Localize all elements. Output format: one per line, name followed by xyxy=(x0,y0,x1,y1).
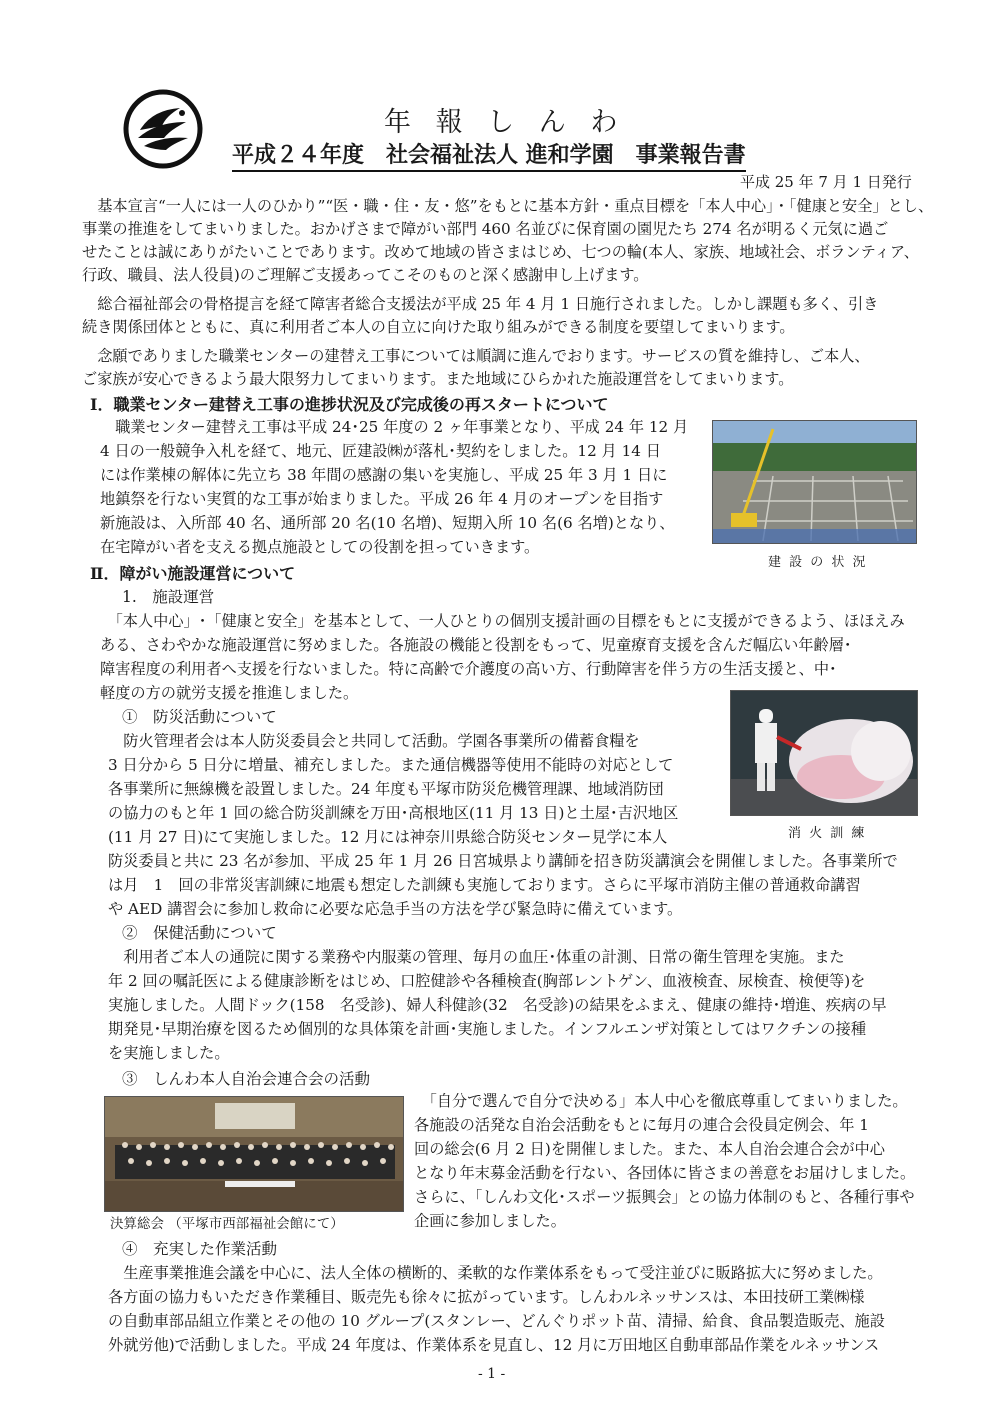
intro-line: 行政、職員、法人役員)のご理解ご支援あってこそのものと深く感謝申し上げます。 xyxy=(82,266,649,284)
intro-line: 続き関係団体とともに、真に利用者ご本人の自立に向けた取り組みができる制度を要望してまいります。 xyxy=(82,318,795,336)
item3-line: となり年末募金活動を行ない、各団体に皆さまの善意をお届けしました。 xyxy=(414,1164,916,1182)
item1-line: 3 日分から 5 日分に増量、補充しました。また通信機器等使用不能時の対応として xyxy=(108,756,674,774)
item4-line: 各方面の協力もいただき作業種目、販売先も徐々に拡がっています。しんわルネッサンスは、本田技研工業㈱様 xyxy=(108,1288,865,1306)
item1-line: 防災委員と共に 23 名が参加、平成 25 年 1 月 26 日宮城県より講師を招き防災講演会を開催しました。各事業所で xyxy=(108,852,898,870)
intro-line: せたことは誠にありがたいことであります。改めて地域の皆さまはじめ、七つの輪(本人、家族、地域社会、ボランティア、 xyxy=(82,243,919,261)
item3-line: さらに、「しんわ文化･スポーツ振興会」との協力体制のもと、各種行事や xyxy=(414,1188,915,1206)
item2-line: 実施しました。人間ドック(158 名受診)、婦人科健診(32 名受診)の結果をふまえ、健康の維持･増進、疾病の早 xyxy=(108,996,887,1014)
item1-line: は月 1 回の非常災害訓練に地震も想定した訓練も実施しております。さらに平塚市消防主催の普通救命講習 xyxy=(108,876,861,894)
construction-photo xyxy=(712,420,917,544)
item3-line: 企画に参加しました。 xyxy=(414,1212,566,1230)
item-title: ② 保健活動について xyxy=(122,924,277,942)
item2-line: 年 2 回の嘱託医による健康診断をはじめ、口腔健診や各種検査(胸部レントゲン、血液検査、尿検査、検便等)を xyxy=(108,972,866,990)
section2-line: ある、さわやかな施設運営に努めました。各施設の機能と役割をもって、児童療育支援を含んだ幅広い年齢層･ xyxy=(100,636,852,654)
subsection-title: 1. 施設運営 xyxy=(122,588,215,606)
page-title: 年 報 し ん わ xyxy=(384,107,626,138)
item-title: ③ しんわ本人自治会連合会の活動 xyxy=(122,1070,371,1088)
item1-line: の協力のもと年 1 回の総合防災訓練を万田･高根地区(11 月 13 日)と土屋･吉沢地区 xyxy=(108,804,679,822)
item1-line: 各事業所に無線機を設置しました。24 年度も平塚市防災危機管理課、地域消防団 xyxy=(108,780,664,798)
item4-line: 生産事業推進会議を中心に、法人全体の横断的、柔軟的な作業体系をもって受注並びに販路拡大に努めました。 xyxy=(108,1264,883,1282)
section2-line: 「本人中心」･「健康と安全」を基本として、一人ひとりの個別支援計画の目標をもとに支援ができるよう、ほほえみ xyxy=(100,612,905,630)
photo-caption: 建 設 の 状 況 xyxy=(768,555,868,570)
section2-line: 障害程度の利用者へ支援を行ないました。特に高齢で介護度の高い方、行動障害を伴う方の生活支援と、中･ xyxy=(100,660,837,678)
issue-date: 平成 25 年 7 月 1 日発行 xyxy=(740,173,912,191)
intro-line: 念願でありました職業センターの建替え工事については順調に進んでおります。サービスの質を維持し、ご本人、 xyxy=(82,347,870,365)
item4-line: の自動車部品組立作業とその他の 10 グループ(スタンレー、どんぐりポット苗、清掃、給食、食品製造販売、施設 xyxy=(108,1312,885,1330)
intro-line: 基本宣言“一人には一人のひかり”“医・職・住・友・悠”をもとに基本方針・重点目標を「本人中心」・「健康と安全」とし、 xyxy=(82,197,934,215)
item3-line: 「自分で選んで自分で決める」本人中心を徹底尊重してまいりました。 xyxy=(414,1092,908,1110)
section2-line: 軽度の方の就労支援を推進しました。 xyxy=(100,684,359,702)
logo xyxy=(122,88,204,170)
general-meeting-photo xyxy=(104,1096,404,1212)
photo-caption: 消 火 訓 練 xyxy=(788,826,867,841)
item-title: ④ 充実した作業活動 xyxy=(122,1240,278,1258)
item1-line: 防火管理者会は本人防災委員会と共同して活動。学園各事業所の備蓄食糧を xyxy=(108,732,640,750)
section1-line: 職業センター建替え工事は平成 24･25 年度の 2 ヶ年事業となり、平成 24 年 12 月 xyxy=(100,418,689,436)
item1-line: (11 月 27 日)にて実施しました。12 月には神奈川県総合防災センター見学に本人 xyxy=(108,828,668,846)
item3-line: 各施設の活発な自治会活動をもとに毎月の連合会役員定例会、年 1 xyxy=(414,1116,869,1134)
item4-line: 外就労他)で活動しました。平成 24 年度は、作業体系を見直し、12 月に万田地区自動車部品作業をルネッサンス xyxy=(108,1336,880,1354)
section1-line: 在宅障がい者を支える拠点施設としての役割を担っていきます。 xyxy=(100,538,540,556)
item3-line: 回の総会(6 月 2 日)を開催しました。また、本人自治会連合会が中心 xyxy=(414,1140,885,1158)
section1-line: には作業棟の解体に先立ち 38 年間の感謝の集いを実施し、平成 25 年 3 月 1 日に xyxy=(100,466,668,484)
section1-line: 4 日の一般競争入札を経て、地元、匠建設㈱が落札･契約をしました。12 月 14 日 xyxy=(100,442,661,460)
section-heading: Ⅱ．障がい施設運営について xyxy=(90,564,296,583)
item2-line: 期発見･早期治療を図るため個別的な具体策を計画･実施しました。インフルエンザ対策としてはワクチンの接種 xyxy=(108,1020,867,1038)
section1-line: 地鎮祭を行ない実質的な工事が始まりました。平成 26 年 4 月のオープンを目指す xyxy=(100,490,664,508)
intro-line: ご家族が安心できるよう最大限努力してまいります。また地域にひらかれた施設運営をしてまいります。 xyxy=(82,370,794,388)
bird-emblem-icon xyxy=(122,88,204,170)
item2-line: 利用者ご本人の通院に関する業務や内服薬の管理、毎月の血圧･体重の計測、日常の衛生管理を実施。また xyxy=(108,948,845,966)
section1-line: 新施設は、入所部 40 名、通所部 20 名(10 名増)、短期入所 10 名(6 名増)となり、 xyxy=(100,514,675,532)
page-subtitle: 平成２４年度 社会福祉法人 進和学園 事業報告書 xyxy=(232,138,746,172)
item1-line: や AED 講習会に参加し救命に必要な応急手当の方法を学び緊急時に備えています。 xyxy=(108,900,683,918)
section-heading: Ⅰ．職業センター建替え工事の進捗状況及び完成後の再スタートについて xyxy=(90,395,609,414)
intro-line: 事業の推進をしてまいりました。おかげさまで障がい部門 460 名並びに保育園の園児たち 274 名が明るく元気に過ご xyxy=(82,220,889,238)
fire-drill-photo xyxy=(730,690,918,816)
page-number: - 1 - xyxy=(478,1366,506,1382)
photo-caption: 決算総会 （平塚市西部福祉会館にて） xyxy=(110,1216,344,1232)
intro-line: 総合福祉部会の骨格提言を経て障害者総合支援法が平成 25 年 4 月 1 日施行されました。しかし課題も多く、引き xyxy=(82,295,879,313)
item2-line: を実施しました。 xyxy=(108,1044,230,1062)
item-title: ① 防災活動について xyxy=(122,708,277,726)
